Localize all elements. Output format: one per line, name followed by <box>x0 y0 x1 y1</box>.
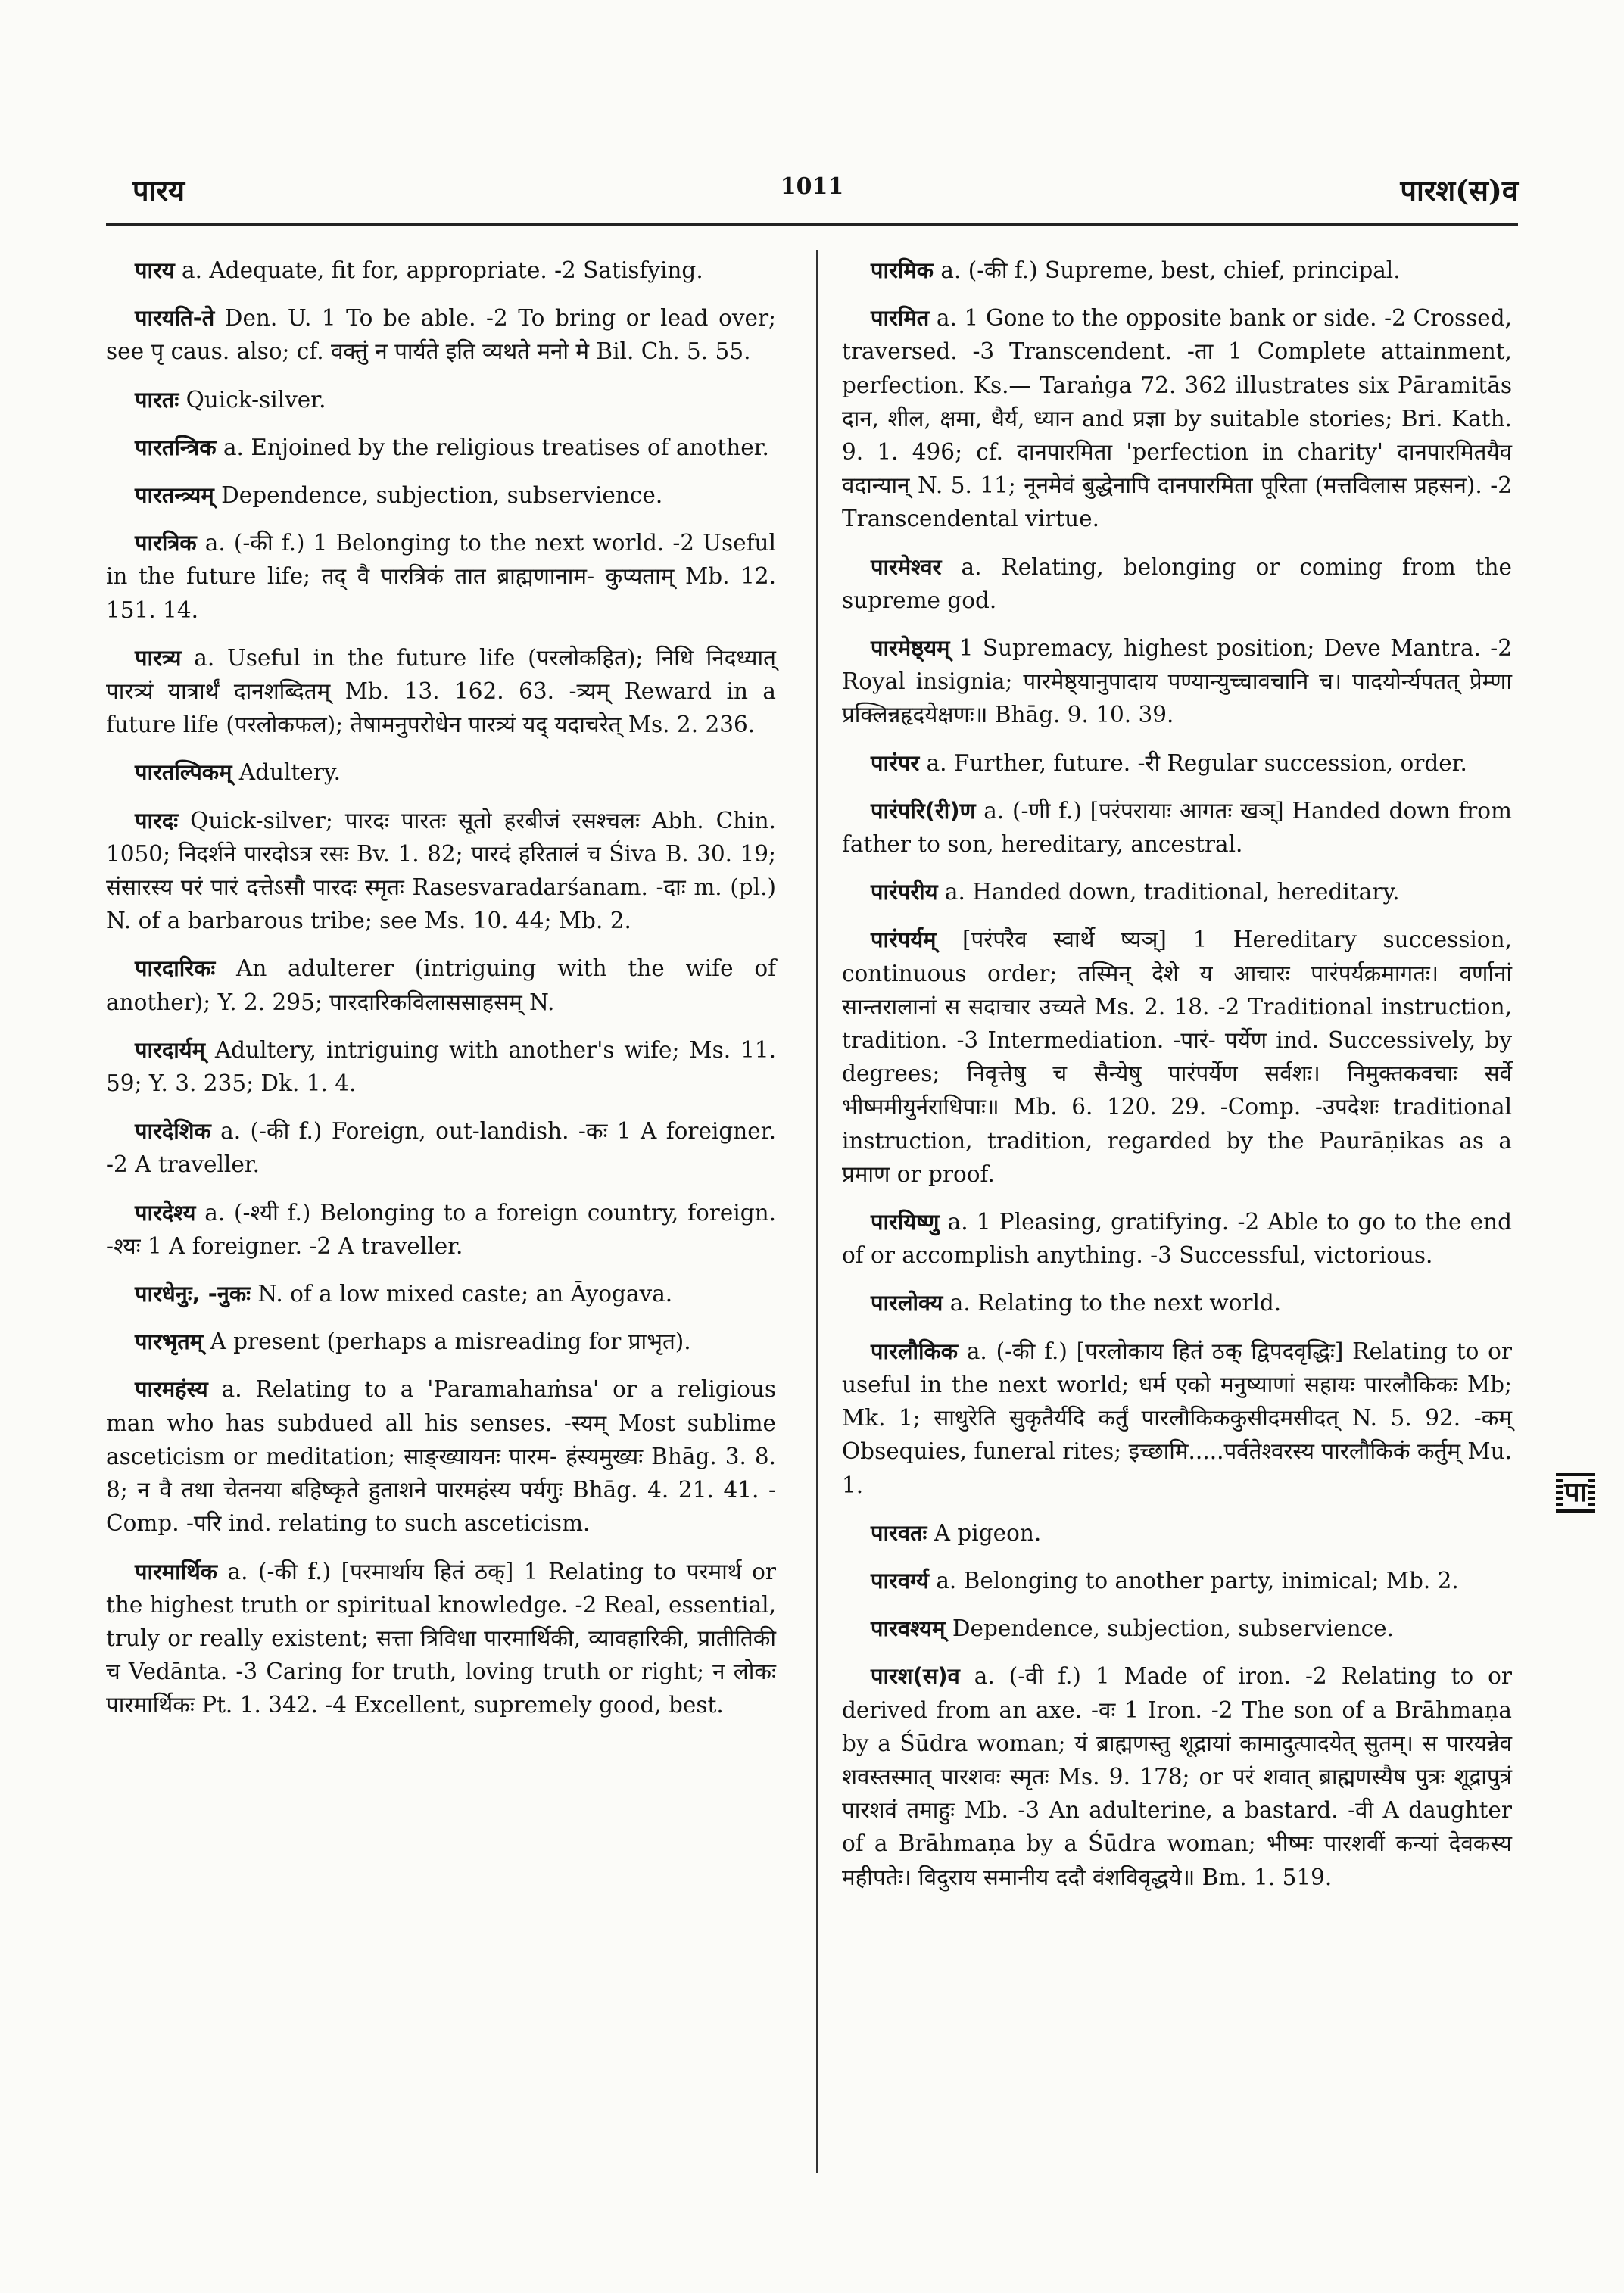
dictionary-entry <box>106 756 776 789</box>
entry-definition: a. (-की f.) 1 Belonging to the next world. -2 Useful in the future life; तद् वै पारत्रिकं तात ब्राह्मणानाम- कुप्यताम् Mb. 12. 151. 14. <box>106 530 776 623</box>
dictionary-entry <box>842 923 1512 1191</box>
entry-definition: a. Belonging to another party, inimical; Mb. 2. <box>928 1567 1459 1594</box>
entry-headword: पारत्र्य <box>135 644 182 671</box>
entry-headword: पारश(स)व <box>871 1663 960 1690</box>
dictionary-entry <box>842 1659 1512 1893</box>
entry-headword: पारधेनुः, -नुकः <box>135 1281 251 1307</box>
entry-headword: पारमिक <box>871 257 934 283</box>
dictionary-entry <box>842 1335 1512 1502</box>
entry-headword: पारदारिकः <box>135 955 216 982</box>
entry-definition: a. Further, future. -री Regular succession, order. <box>919 749 1467 776</box>
entry-definition: a. (-की f.) [परमार्थाय हितं ठक्] 1 Relating to परमार्थ or the highest truth or spiritual knowledge. -2 Real, essential, truly or really existent; सत्ता त्रिविधा पारमार्थिकी, व्यावहारिकी, प्रातीतिकी च Vedānta. -3 Caring for truth, loving truth or right; न लोकः पारमार्थिकः Pt. 1. 342. -4 Excellent, supremely good, best. <box>106 1558 776 1718</box>
entry-headword: पारंपरीय <box>871 879 938 905</box>
dictionary-entry <box>842 550 1512 617</box>
entry-definition: A pigeon. <box>927 1519 1042 1546</box>
entry-definition: Dependence, subjection, subservience. <box>214 482 663 509</box>
entry-definition: Quick-silver; पारदः पारतः सूतो हरबीजं रसश्चलः Abh. Chin. 1050; निदर्शने पारदोऽत्र रसः Bv. 1. 82; पारदं हरितालं च Śiva B. 30. 19; संसारस्य परं पारं दत्तेऽसौ पारदः स्मृतः Rasesvaradarśanam. -दाः m. (pl.) N. of a barbarous tribe; see Ms. 10. 44; Mb. 2. <box>106 807 776 934</box>
dictionary-entry <box>106 431 776 464</box>
left-column <box>106 254 776 1737</box>
entry-definition: a. (-की f.) [परलोकाय हितं ठक् द्विपदवृद्धिः] Relating to or useful in the next world; धर्म एको मनुष्याणां सहायः पारलौकिकः Mb; Mk. 1; साधुरेति सुकृतैर्यदि कर्तुं पारलौकिककुसीदमसीदत् N. 5. 92. -कम् Obsequies, funeral rites; इच्छामि.....पर्वतेश्वरस्य पारलौकिकं कर्तुम् Mu. 1. <box>842 1338 1512 1498</box>
dictionary-entry <box>106 641 776 742</box>
entry-headword: पारलौकिक <box>871 1338 959 1364</box>
entry-headword: पारतन्त्र्यम् <box>135 482 214 509</box>
dictionary-entry <box>106 526 776 627</box>
dictionary-entry <box>106 478 776 512</box>
dictionary-entry <box>842 794 1512 861</box>
page-header <box>106 163 1518 208</box>
dictionary-entry <box>106 301 776 368</box>
entry-definition: Adultery. <box>232 759 341 786</box>
page-number: 1011 <box>780 173 844 200</box>
entry-definition: a. Useful in the future life (परलोकहित); निधि निदध्यात् पारत्र्यं यात्रार्थं दानशब्दितम् Mb. 13. 162. 63. -त्र्यम् Reward in a future life (परलोकफल); तेषामनुपरोधेन पारत्र्यं यद् यदाचरेत् Ms. 2. 236. <box>106 644 776 738</box>
entry-headword: पारमित <box>871 305 930 332</box>
entry-definition: a. Relating to the next world. <box>943 1290 1282 1316</box>
entry-definition: [परंपरैव स्वार्थे ष्यञ्] 1 Hereditary succession, continuous order; तस्मिन् देशे य आचारः पारंपर्यक्रमागतः। वर्णानां सान्तरालानां स सदाचार उच्यते Ms. 2. 18. -2 Traditional instruction, tradition. -3 Intermediation. -पारं- पर्येण ind. Successively, by degrees; निवृत्तेषु च सैन्येषु पारंपर्येण सर्वशः। निमुक्तकवचाः सर्वे भीष्ममीयुर्नराधिपाः॥ Mb. 6. 120. 29. -Comp. -उपदेशः traditional instruction, tradition, regarded by the Paurāṇikas as a प्रमाण or proof. <box>842 927 1512 1187</box>
entry-definition: a. (-णी f.) [परंपरायाः आगतः खञ्] Handed down from father to son, hereditary, ancestral. <box>842 797 1512 858</box>
thumb-index-marker <box>1556 1473 1595 1513</box>
entry-definition: N. of a low mixed caste; an Āyogava. <box>251 1281 673 1307</box>
dictionary-entry <box>106 804 776 938</box>
entry-headword: पारयिष्णु <box>871 1209 940 1235</box>
entry-headword: पारदार्यम् <box>135 1036 205 1063</box>
right-guide-word: पारश(स)व <box>1400 173 1518 207</box>
dictionary-entry <box>106 1277 776 1310</box>
dictionary-entry <box>842 1516 1512 1550</box>
dictionary-entry <box>106 254 776 287</box>
entry-headword: पारभृतम् <box>135 1329 204 1355</box>
entry-headword: पारतः <box>135 386 179 413</box>
entry-definition: a. Enjoined by the religious treatises of another. <box>216 434 769 460</box>
dictionary-entry <box>106 952 776 1018</box>
entry-headword: पारंपर <box>871 749 920 776</box>
entry-headword: पारमेष्ठ्यम् <box>871 635 950 662</box>
dictionary-entry <box>842 631 1512 732</box>
entry-headword: पारमार्थिक <box>135 1558 218 1584</box>
entry-definition: a. Adequate, fit for, appropriate. -2 Satisfying. <box>174 257 703 283</box>
dictionary-entry <box>842 254 1512 287</box>
dictionary-entry <box>106 1196 776 1263</box>
entry-definition: a. Relating, belonging or coming from the supreme god. <box>842 553 1512 613</box>
entry-definition: a. Handed down, traditional, hereditary. <box>937 879 1400 905</box>
entry-headword: पारवर्ग्य <box>871 1567 929 1594</box>
entry-definition: a. Relating to a 'Paramahaṁsa' or a religious man who has subdued all his senses. -स्यम् Most sublime asceticism or meditation; साङ्ख्यायनः पारम- हंस्यमुख्यः Bhāg. 3. 8. 8; न वै तथा चेतनया बहिष्कृते हुताशने पारमहंस्य पर्यगुः Bhāg. 4. 21. 41. -Comp. -परि ind. relating to such asceticism. <box>106 1376 776 1537</box>
entry-definition: a. (-श्यी f.) Belonging to a foreign country, foreign. -श्यः 1 A foreigner. -2 A traveller. <box>106 1199 776 1259</box>
entry-definition: A present (perhaps a misreading for प्राभृत). <box>203 1329 691 1355</box>
entry-headword: पारमेश्वर <box>871 553 942 580</box>
dictionary-entry <box>106 1325 776 1358</box>
entry-definition: 1 Supremacy, highest position; Deve Mantra. -2 Royal insignia; पारमेष्ठ्यानुपादाय पण्यान्युच्चावचानि च। पादयोर्न्यपतत् प्रेम्णा प्रक्लिन्नहृदयेक्षणः॥ Bhāg. 9. 10. 39. <box>842 635 1512 728</box>
entry-headword: पारतल्पिकम् <box>135 759 232 786</box>
dictionary-entry <box>842 301 1512 535</box>
entry-headword: पारंपरि(री)ण <box>871 797 976 824</box>
entry-definition: a. 1 Pleasing, gratifying. -2 Able to go to the end of or accomplish anything. -3 Successful, victorious. <box>842 1209 1512 1269</box>
entry-headword: पारदेशिक <box>135 1118 211 1145</box>
entry-headword: पारवश्यम् <box>871 1615 946 1642</box>
entry-headword: पारलोक्य <box>871 1290 943 1316</box>
dictionary-entry <box>842 1205 1512 1272</box>
entry-headword: पारयति-ते <box>135 305 215 332</box>
entry-definition: a. (-की f.) Foreign, out-landish. -कः 1 A foreigner. -2 A traveller. <box>106 1118 776 1178</box>
entry-headword: पारमहंस्य <box>135 1376 208 1403</box>
right-column <box>842 254 1512 1908</box>
entry-headword: पारंपर्यम् <box>871 927 937 953</box>
dictionary-entry <box>842 1286 1512 1319</box>
entry-definition: Quick-silver. <box>179 386 326 413</box>
left-guide-word: पारय <box>132 173 185 207</box>
header-rule <box>106 223 1518 226</box>
entry-definition: a. (-वी f.) 1 Made of iron. -2 Relating to or derived from an axe. -वः 1 Iron. -2 The son of a Brāhmaṇa by a Śūdra woman; यं ब्राह्मणस्तु शूद्रायां कामादुत्पादयेत् सुतम्। स पारयन्नेव शवस्तस्मात् पारशवः स्मृतः Ms. 9. 178; or परं शवात् ब्राह्मणस्यैष पुत्रः शूद्रापुत्रं पारशवं तमाहुः Mb. -3 An adulterine, a bastard. -वी A daughter of a Brāhmaṇa by a Śūdra woman; भीष्मः पारशवीं कन्यां देवकस्य महीपतेः। विदुराय समानीय ददौ वंशविवृद्धये॥ Bm. 1. 519. <box>842 1663 1512 1890</box>
entry-definition: Dependence, subjection, subservience. <box>945 1615 1394 1642</box>
entry-headword: पारदः <box>135 807 179 833</box>
dictionary-entry <box>106 1372 776 1540</box>
entry-headword: पारत्रिक <box>135 530 197 556</box>
dictionary-entry <box>106 1555 776 1722</box>
dictionary-entry <box>106 1033 776 1100</box>
dictionary-entry <box>842 1612 1512 1645</box>
entry-headword: पारदेश्य <box>135 1199 196 1226</box>
entry-definition: a. 1 Gone to the opposite bank or side. -2 Crossed, traversed. -3 Transcendent. -ता 1 Complete attainment, perfection. Ks.— Taraṅga 72. 362 illustrates six Pāramitās दान, शील, क्षमा, धैर्य, ध्यान and प्रज्ञा by suitable stories; Bri. Kath. 9. 1. 496; cf. दानपारमिता 'perfection in charity' दानपारमितयैव वदान्यान् N. 5. 11; नूनमेवं बुद्धेनापि दानपारमिता पूरिता (मत्तविलास प्रहसन). -2 Transcendental virtue. <box>842 305 1512 532</box>
entry-headword: पारय <box>135 257 175 283</box>
entry-definition: An adulterer (intriguing with the wife of another); Y. 2. 295; पारदारिकविलाससाहसम् N. <box>106 955 776 1015</box>
column-divider <box>816 250 818 2173</box>
thumb-index-letter: पा <box>1564 1477 1587 1508</box>
entry-definition: a. (-की f.) Supreme, best, chief, principal. <box>933 257 1401 283</box>
dictionary-entry <box>106 1114 776 1181</box>
dictionary-entry <box>842 875 1512 908</box>
dictionary-entry <box>842 746 1512 780</box>
entry-definition: Adultery, intriguing with another's wife; Ms. 11. 59; Y. 3. 235; Dk. 1. 4. <box>106 1036 776 1097</box>
entry-headword: पारतन्त्रिक <box>135 434 217 460</box>
dictionary-entry <box>842 1564 1512 1597</box>
dictionary-entry <box>106 383 776 416</box>
entry-headword: पारवतः <box>871 1519 927 1546</box>
entry-definition: Den. U. 1 To be able. -2 To bring or lead over; see पृ caus. also; cf. वक्तुं न पार्यते इति व्यथते मनो मे Bil. Ch. 5. 55. <box>106 305 776 365</box>
